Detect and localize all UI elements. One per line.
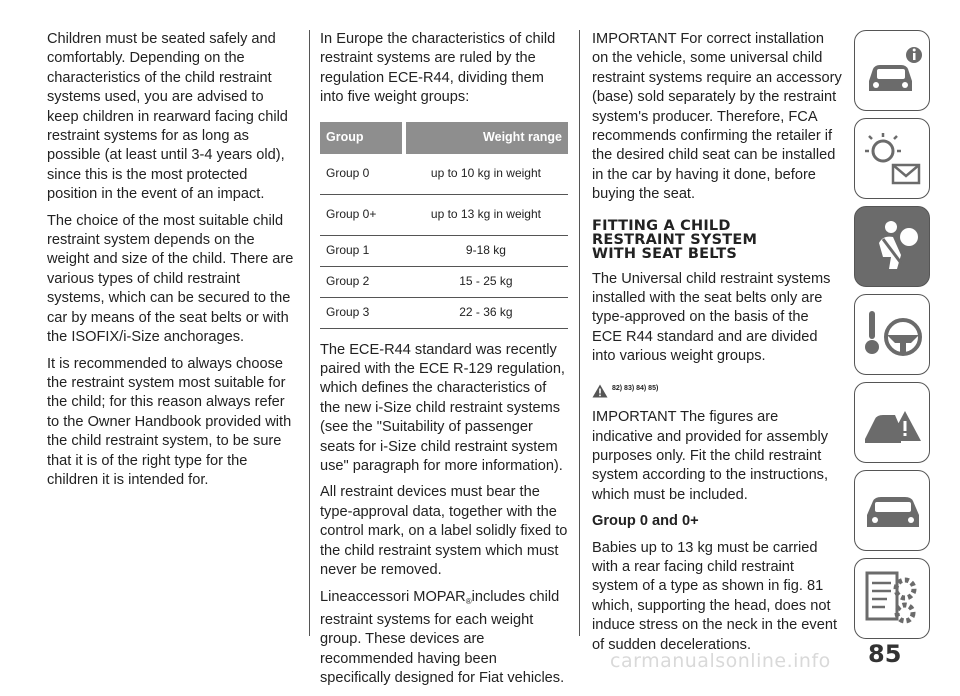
- paragraph-important-figures: IMPORTANT The figures are indicative and provided for assembly purposes only. Fit the child restraint system according to the instructions, which must be included.: [592, 409, 829, 503]
- table-cell-weight: 15 - 25 kg: [404, 266, 568, 297]
- watermark: carmanualsonline.info: [610, 650, 831, 672]
- specs-gear-icon[interactable]: [854, 558, 930, 639]
- table-row: [320, 154, 568, 195]
- table-cell-weight: 9-18 kg: [404, 235, 568, 266]
- column-divider: [309, 30, 310, 636]
- paragraph-important-installation: IMPORTANT For correct installation on the vehicle, some universal child restraint systems require an accessory (base) sold separately by the restraint system's producer. Therefore, FCA recommends confirming the retailer if the desired child seat can be installed in the car by having it done, before buying the seat.: [592, 31, 842, 203]
- table-row: [320, 297, 568, 328]
- table-cell-group: Group 3: [320, 297, 404, 328]
- airbag-seatbelt-icon[interactable]: [854, 206, 930, 287]
- column-3: [592, 30, 842, 662]
- registered-mark: ®: [465, 596, 472, 606]
- page-number: 85: [868, 640, 902, 668]
- section-heading: [592, 219, 842, 261]
- column-2: [320, 30, 570, 696]
- heading-line: FITTING A CHILD: [592, 217, 731, 234]
- key-steering-wheel-icon[interactable]: [854, 294, 930, 375]
- table-cell-group: Group 2: [320, 266, 404, 297]
- mopar-text: includes child restraint systems for each weight group. These devices are recommended having been specifically designed for Fiat vehicles.: [320, 588, 565, 687]
- table-cell-group: Group 0: [320, 154, 404, 195]
- table-cell-weight: up to 13 kg in weight: [404, 194, 568, 235]
- lights-mail-icon[interactable]: [854, 118, 930, 199]
- column-divider: [579, 30, 580, 636]
- road-warning-icon[interactable]: [854, 382, 930, 463]
- table-cell-group: Group 0+: [320, 194, 404, 235]
- paragraph-mopar: [320, 588, 570, 689]
- paragraph-babies: Babies up to 13 kg must be carried with a rear facing child restraint system of a type as shown in fig. 81 which, supporting the head, does not induce stress on the neck in the event of sudden decelerations.: [592, 539, 838, 653]
- warning-refs-text: 82) 83) 84) 85): [612, 384, 659, 392]
- table-row: [320, 266, 568, 297]
- car-service-icon[interactable]: [854, 470, 930, 551]
- paragraph-ece-r129: The ECE-R44 standard was recently paired with the ECE R-129 regulation, which defines the characteristics of the new i-Size child restraint systems (see the "Suitability of passenger seats for i-Size child restraint system use" paragraph for more information).: [320, 341, 565, 475]
- column-1: [47, 30, 299, 497]
- paragraph-type-approval: All restraint devices must bear the type-approval data, together with the control mark, on a label solidly fixed to the child restraint system which must never be removed.: [320, 484, 568, 579]
- heading-line: RESTRAINT SYSTEM: [592, 231, 758, 248]
- table-row: [320, 235, 568, 266]
- table-row: [320, 194, 568, 235]
- table-header-weight-range: Weight range: [404, 122, 568, 154]
- heading-line: WITH SEAT BELTS: [592, 245, 737, 262]
- paragraph-children-seating: Children must be seated safely and comfortably. Depending on the characteristics of the child restraint systems used, you are advised to keep children in rearward facing child restraint systems for as long as possible (at least until 3-4 years old), since this is the most protected position in the event of an impact.: [47, 31, 288, 203]
- warning-references: [592, 379, 842, 398]
- table-cell-weight: up to 10 kg in weight: [404, 154, 568, 195]
- table-cell-weight: 22 - 36 kg: [404, 297, 568, 328]
- mopar-brand: Lineaccessori MOPAR: [320, 588, 466, 605]
- weight-groups-table: [320, 122, 568, 329]
- warning-triangle-icon: [592, 384, 608, 398]
- paragraph-europe-intro: In Europe the characteristics of child restraint systems are ruled by the regulation ECE-R44, dividing them into five weight groups:: [320, 31, 556, 106]
- table-header-group: Group: [320, 122, 404, 154]
- paragraph-choice-restraint: The choice of the most suitable child restraint system depends on the weight and size of the child. There are various types of child restraint systems, which can be secured to the car by means of the seat belts or with the ISOFIX/i-Size anchorages.: [47, 212, 294, 346]
- car-info-icon[interactable]: [854, 30, 930, 111]
- paragraph-universal-restraint: The Universal child restraint systems installed with the seat belts only are type-approved on the basis of the ECE R44 standard and are divided into various weight groups.: [592, 270, 831, 365]
- table-cell-group: Group 1: [320, 235, 404, 266]
- subheading-group-0: Group 0 and 0+: [592, 513, 699, 530]
- paragraph-recommendation: It is recommended to always choose the restraint system most suitable for the child; for this reason always refer to the Owner Handbook provided with the child restraint system, to be sure that it is of the right type for the children it is intended for.: [47, 355, 292, 488]
